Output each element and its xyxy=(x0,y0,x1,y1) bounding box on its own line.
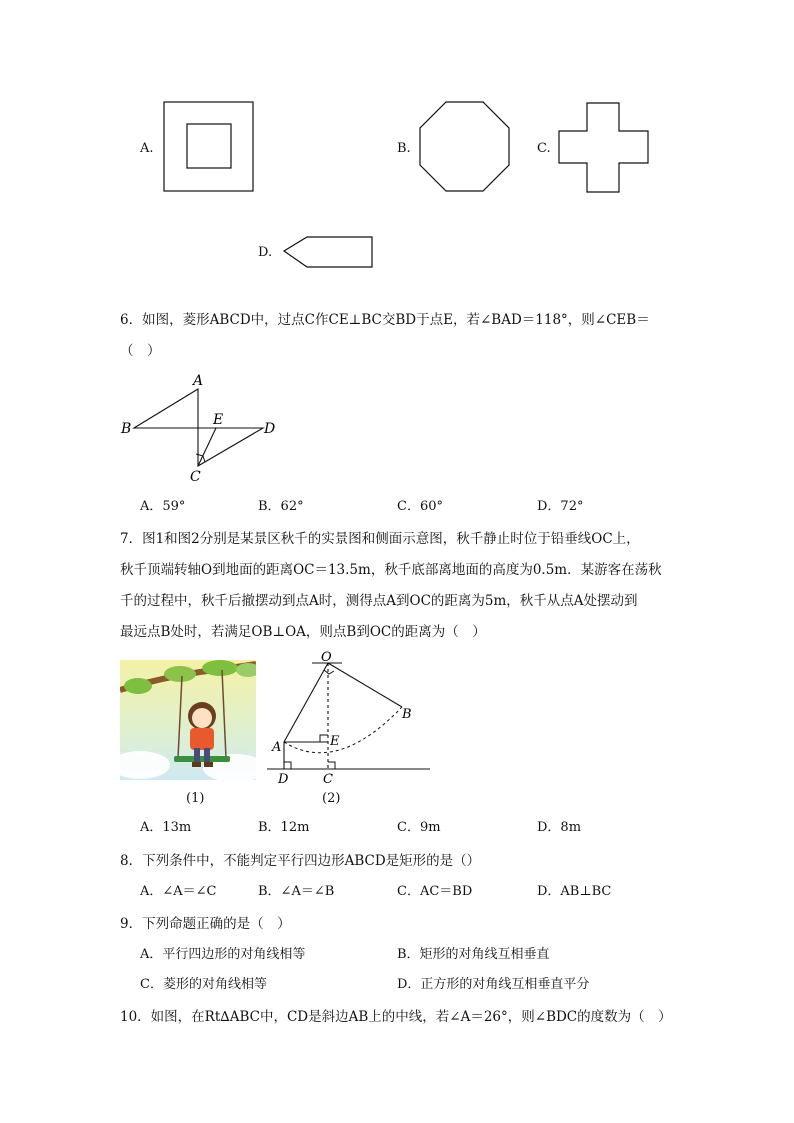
q7-label-o: O xyxy=(321,650,332,665)
q9-option-b: B．矩形的对角线互相垂直 xyxy=(397,947,550,962)
q10-stem: 10．如图，在Rt∆ABC中，CD是斜边AB上的中线，若∠A＝26°，则∠BDC的度数为（ ） xyxy=(120,1009,672,1025)
q5-shape-c-cross xyxy=(557,101,651,195)
q7-option-a: A．13m xyxy=(140,820,192,835)
q8-option-d: D．AB⊥BC xyxy=(537,884,612,899)
q7-swing-diagram xyxy=(262,650,437,790)
q5-option-c-label: C. xyxy=(537,141,551,156)
q8-option-c: C．AC＝BD xyxy=(397,884,473,899)
q6-option-a: A．59° xyxy=(140,499,186,514)
q6-stem-line2: （ ） xyxy=(120,343,161,359)
q7-stem-line1: 7．图1和图2分别是某景区秋千的实景图和侧面示意图，秋千静止时位于铅垂线OC上， xyxy=(120,531,640,547)
q6-label-b: B xyxy=(121,421,132,437)
q7-caption-2: (2) xyxy=(322,791,341,806)
q8-option-a: A．∠A＝∠C xyxy=(140,884,217,899)
q9-option-d: D．正方形的对角线互相垂直平分 xyxy=(397,977,590,992)
q5-shape-b-octagon xyxy=(418,100,512,194)
q6-label-d: D xyxy=(264,421,276,437)
q7-option-b: B．12m xyxy=(258,820,310,835)
q7-option-d: D．8m xyxy=(537,820,582,835)
q5-option-a-label: A. xyxy=(140,141,154,156)
q6-rhombus-figure xyxy=(116,370,286,490)
q7-label-a: A xyxy=(272,740,282,755)
q9-stem: 9．下列命题正确的是（ ） xyxy=(120,916,291,932)
q5-shape-d-pentagon xyxy=(282,235,376,271)
q7-caption-1: (1) xyxy=(186,791,205,806)
q9-option-c: C．菱形的对角线相等 xyxy=(140,977,267,992)
q7-label-b: B xyxy=(402,707,412,722)
q7-label-d: D xyxy=(278,772,289,787)
q7-stem-line3: 千的过程中，秋千后撤摆动到点A时，测得点A到OC的距离为5m，秋千从点A处摆动到 xyxy=(120,593,638,609)
q7-option-c: C．9m xyxy=(397,820,441,835)
q6-label-a: A xyxy=(193,373,204,389)
q7-stem-line2: 秋千顶端转轴O到地面的距离OC＝13.5m，秋千底部离地面的高度为0.5m．某游客在荡秋 xyxy=(120,562,662,578)
q5-option-b-label: B. xyxy=(397,141,411,156)
q7-stem-line4: 最远点B处时，若满足OB⊥OA，则点B到OC的距离为（ ） xyxy=(120,624,486,640)
q7-label-e: E xyxy=(330,734,340,749)
q6-stem-line1: 6．如图，菱形ABCD中，过点C作CE⊥BC交BD于点E，若∠BAD＝118°，则∠CEB＝ xyxy=(120,312,650,328)
q7-label-c: C xyxy=(323,772,333,787)
q5-option-d-label: D. xyxy=(258,245,273,260)
q6-option-d: D．72° xyxy=(537,499,584,514)
q9-option-a: A．平行四边形的对角线相等 xyxy=(140,947,306,962)
q8-stem: 8．下列条件中，不能判定平行四边形ABCD是矩形的是（） xyxy=(120,853,481,869)
q6-label-e: E xyxy=(213,412,224,428)
q7-swing-photo xyxy=(120,660,256,780)
q5-shape-a-nested-squares xyxy=(162,100,256,194)
q6-option-c: C．60° xyxy=(397,499,443,514)
q6-option-b: B．62° xyxy=(258,499,304,514)
q6-label-c: C xyxy=(190,469,201,485)
q8-option-b: B．∠A＝∠B xyxy=(258,884,335,899)
